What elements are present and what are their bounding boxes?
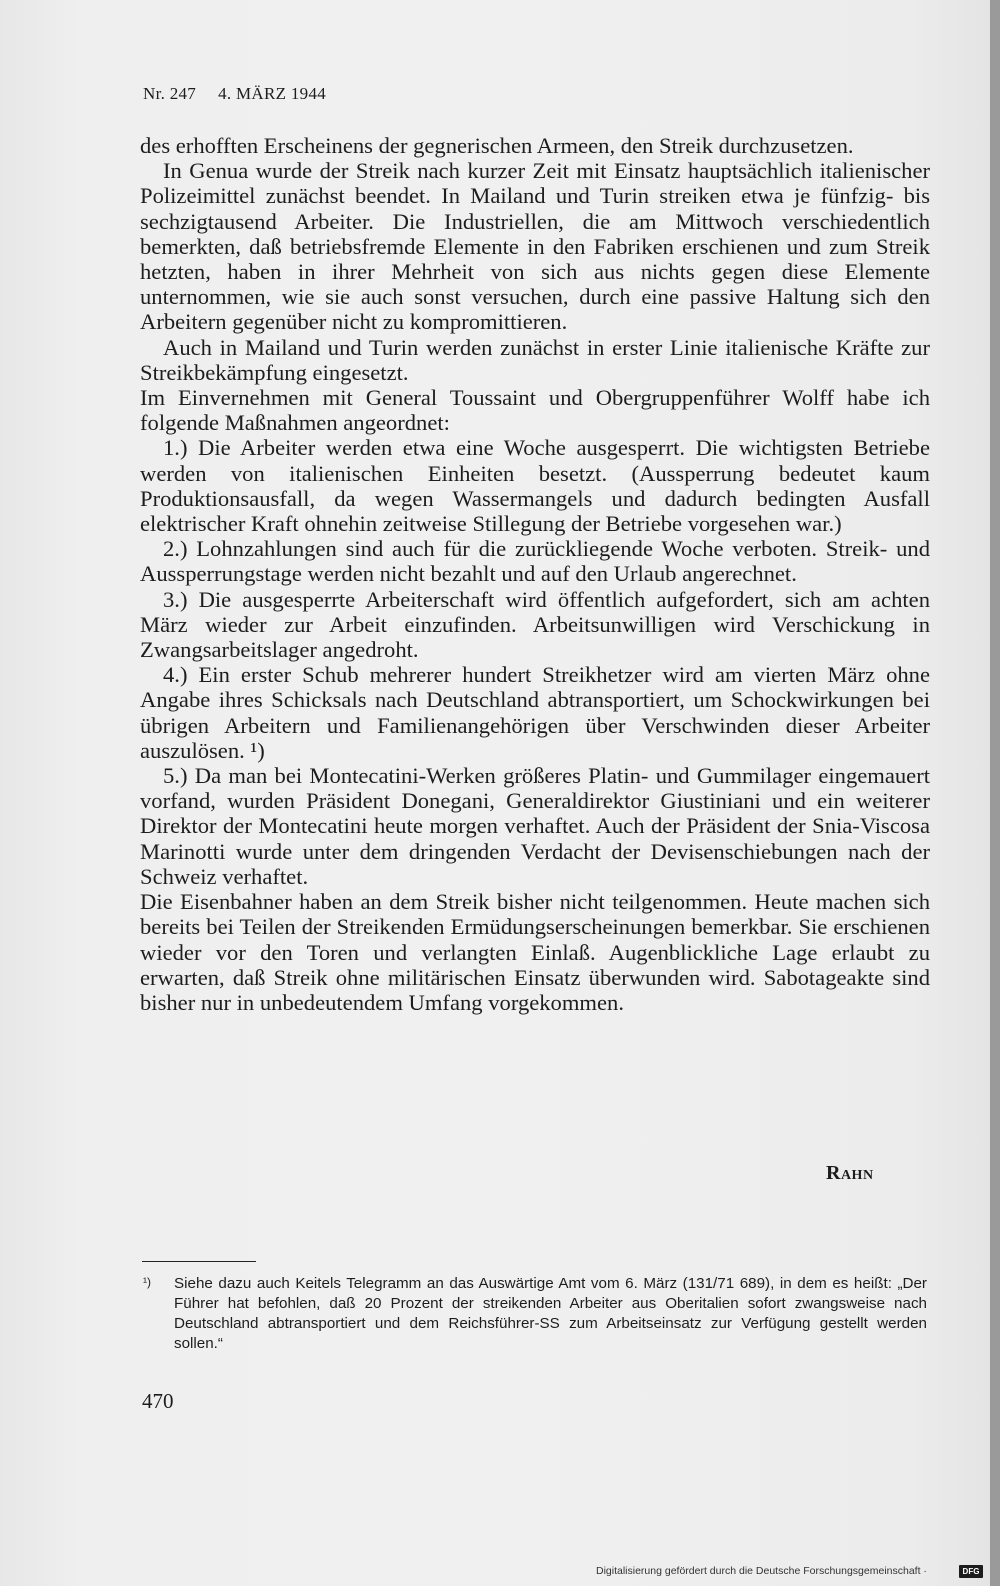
measure-item-1: 1.) Die Arbeiter werden etwa eine Woche ausgesperrt. Die wichtigsten Betriebe werden von italienischen Einheiten besetzt. (Aussperrung bedeutet kaum Produktionsausfall, da wegen Wassermangels und dadurch bedingten Ausfall elektrischer Kraft ohnehin zeitweise Stillegung der Betriebe vorgesehen war.) <box>140 435 930 537</box>
body-text <box>140 133 930 1015</box>
paragraph-genua: In Genua wurde der Streik nach kurzer Zeit mit Einsatz hauptsächlich italienischer Polizeimittel zunächst beendet. In Mailand und Turin streiken etwa je fünfzig- bis sechzigtausend Arbeiter. Die Industriellen, die am Mittwoch verschiedentlich bemerkten, daß betriebsfremde Elemente in den Fabriken erschienen und zum Streik hetzten, haben in ihrer Mehrheit von sich aus nichts gegen diese Elemente unternommen, wie sie auch sonst versuchen, durch eine passive Haltung sich den Arbeitern gegenüber nicht zu kompromittieren. <box>140 158 930 335</box>
measure-item-5: 5.) Da man bei Montecatini-Werken größeres Platin- und Gummilager eingemauert vorfand, wurden Präsident Donegani, Generaldirektor Giustiniani und ein weiterer Direktor der Montecatini heute morgen verhaftet. Auch der Präsident der Snia-Viscosa Marinotti wurde unter dem dringenden Verdacht der Devisenschiebungen nach der Schweiz verhaftet. <box>140 763 930 889</box>
digitization-credit: Digitalisierung gefördert durch die Deutsche Forschungsgemeinschaft · <box>596 1565 927 1577</box>
document-number: Nr. 247 <box>143 84 197 103</box>
scan-edge <box>990 0 1000 1586</box>
footnote-text: Siehe dazu auch Keitels Telegramm an das Auswärtige Amt vom 6. März (131/71 689), in dem es heißt: „Der Führer hat befohlen, daß 20 Prozent der streikenden Arbeiter aus Oberitalien sofort zwangsweise nach Deutschland abtransportiert und dem Reichsführer-SS zum Arbeitseinsatz zur Verfügung gestellt werden sollen.“ <box>174 1275 927 1352</box>
page-number: 470 <box>142 1389 174 1413</box>
footnote-divider <box>142 1261 256 1262</box>
measure-item-2: 2.) Lohnzahlungen sind auch für die zurückliegende Woche verboten. Streik- und Aussperrungstage werden nicht bezahlt und auf den Urlaub angerechnet. <box>140 536 930 587</box>
running-head <box>143 84 326 104</box>
signature: Rahn <box>826 1162 874 1184</box>
dfg-logo-icon: DFG <box>959 1565 983 1578</box>
paragraph-mailand-turin: Auch in Mailand und Turin werden zunächst in erster Linie italienische Kräfte zur Streikbekämpfung eingesetzt. <box>140 334 930 385</box>
measure-item-3: 3.) Die ausgesperrte Arbeiterschaft wird öffentlich aufgefordert, sich am achten März wieder zur Arbeit einzufinden. Arbeitsunwilligen wird Verschickung in Zwangsarbeitslager angedroht. <box>140 586 930 663</box>
document-date: 4. MÄRZ 1944 <box>218 84 327 103</box>
paragraph-measures-intro: Im Einvernehmen mit General Toussaint und Obergruppenführer Wolff habe ich folgende Maßnahmen angeordnet: <box>140 385 930 436</box>
footnote-mark: ¹) <box>143 1275 151 1289</box>
measure-item-4: 4.) Ein erster Schub mehrerer hundert Streikhetzer wird am vierten März ohne Angabe ihres Schicksals nach Deutschland abtransportiert, um Schockwirkungen bei übrigen Arbeitern und Familienangehörigen über Verschwinden dieser Arbeiter auszulösen. ¹) <box>140 662 930 763</box>
footnote <box>143 1274 927 1354</box>
paragraph-conclusion: Die Eisenbahner haben an dem Streik bisher nicht teilgenommen. Heute machen sich bereits bei Teilen der Streikenden Ermüdungserscheinungen bemerkbar. Sie erschienen wieder vor den Toren und verlangten Einlaß. Augenblickliche Lage erlaubt zu erwarten, daß Streik ohne militärischen Einsatz überwunden wird. Sabotageakte sind bisher nur in unbedeutendem Umfang vorgekommen. <box>140 889 930 1015</box>
paragraph-continuation: des erhofften Erscheinens der gegnerischen Armeen, den Streik durchzusetzen. <box>140 133 854 158</box>
